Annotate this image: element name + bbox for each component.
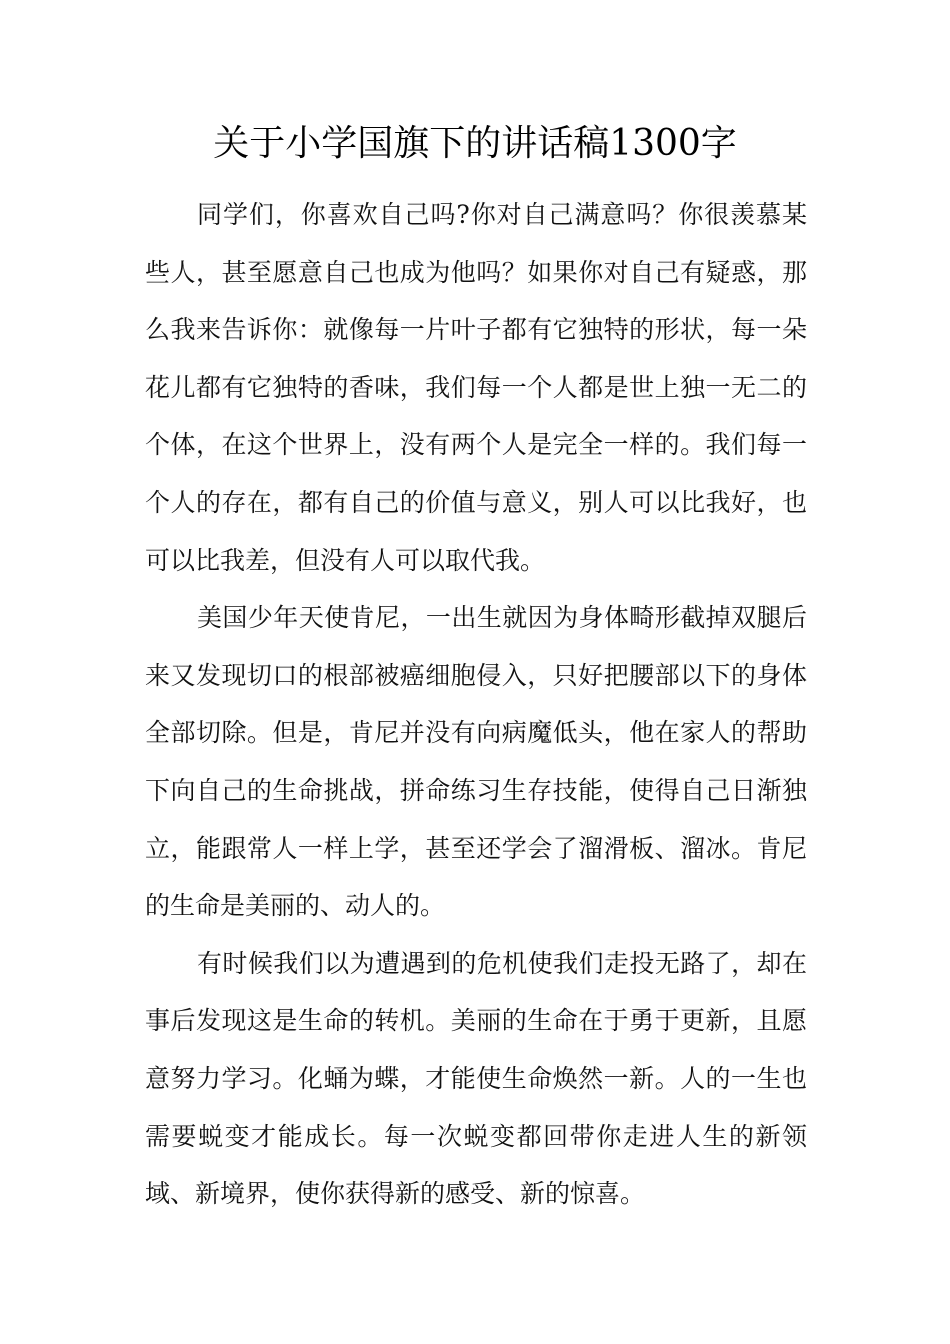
document-body — [145, 186, 807, 1223]
paragraph-3: 有时候我们以为遭遇到的危机使我们走投无路了，却在事后发现这是生命的转机。美丽的生命在于勇于更新，且愿意努力学习。化蛹为蝶，才能使生命焕然一新。人的一生也需要蜕变才能成长。每一次蜕变都回带你走进人生的新领域、新境界，使你获得新的感受、新的惊喜。 — [145, 948, 807, 1209]
paragraph-2: 美国少年天使肯尼，一出生就因为身体畸形截掉双腿后来又发现切口的根部被癌细胞侵入，只好把腰部以下的身体全部切除。但是，肯尼并没有向病魔低头，他在家人的帮助下向自己的生命挑战，拼命练习生存技能，使得自己日渐独立，能跟常人一样上学，甚至还学会了溜滑板、溜冰。肯尼的生命是美丽的、动人的。 — [145, 603, 807, 921]
paragraph-1: 同学们，你喜欢自己吗?你对自己满意吗？你很羡慕某些人，甚至愿意自己也成为他吗？如果你对自己有疑惑，那么我来告诉你：就像每一片叶子都有它独特的形状，每一朵花儿都有它独特的香味，我们每一个人都是世上独一无二的个体，在这个世界上，没有两个人是完全一样的。我们每一个人的存在，都有自己的价值与意义，别人可以比我好，也可以比我差，但没有人可以取代我。 — [145, 200, 807, 575]
document-title: 关于小学国旗下的讲话稿1300字 — [213, 123, 737, 164]
